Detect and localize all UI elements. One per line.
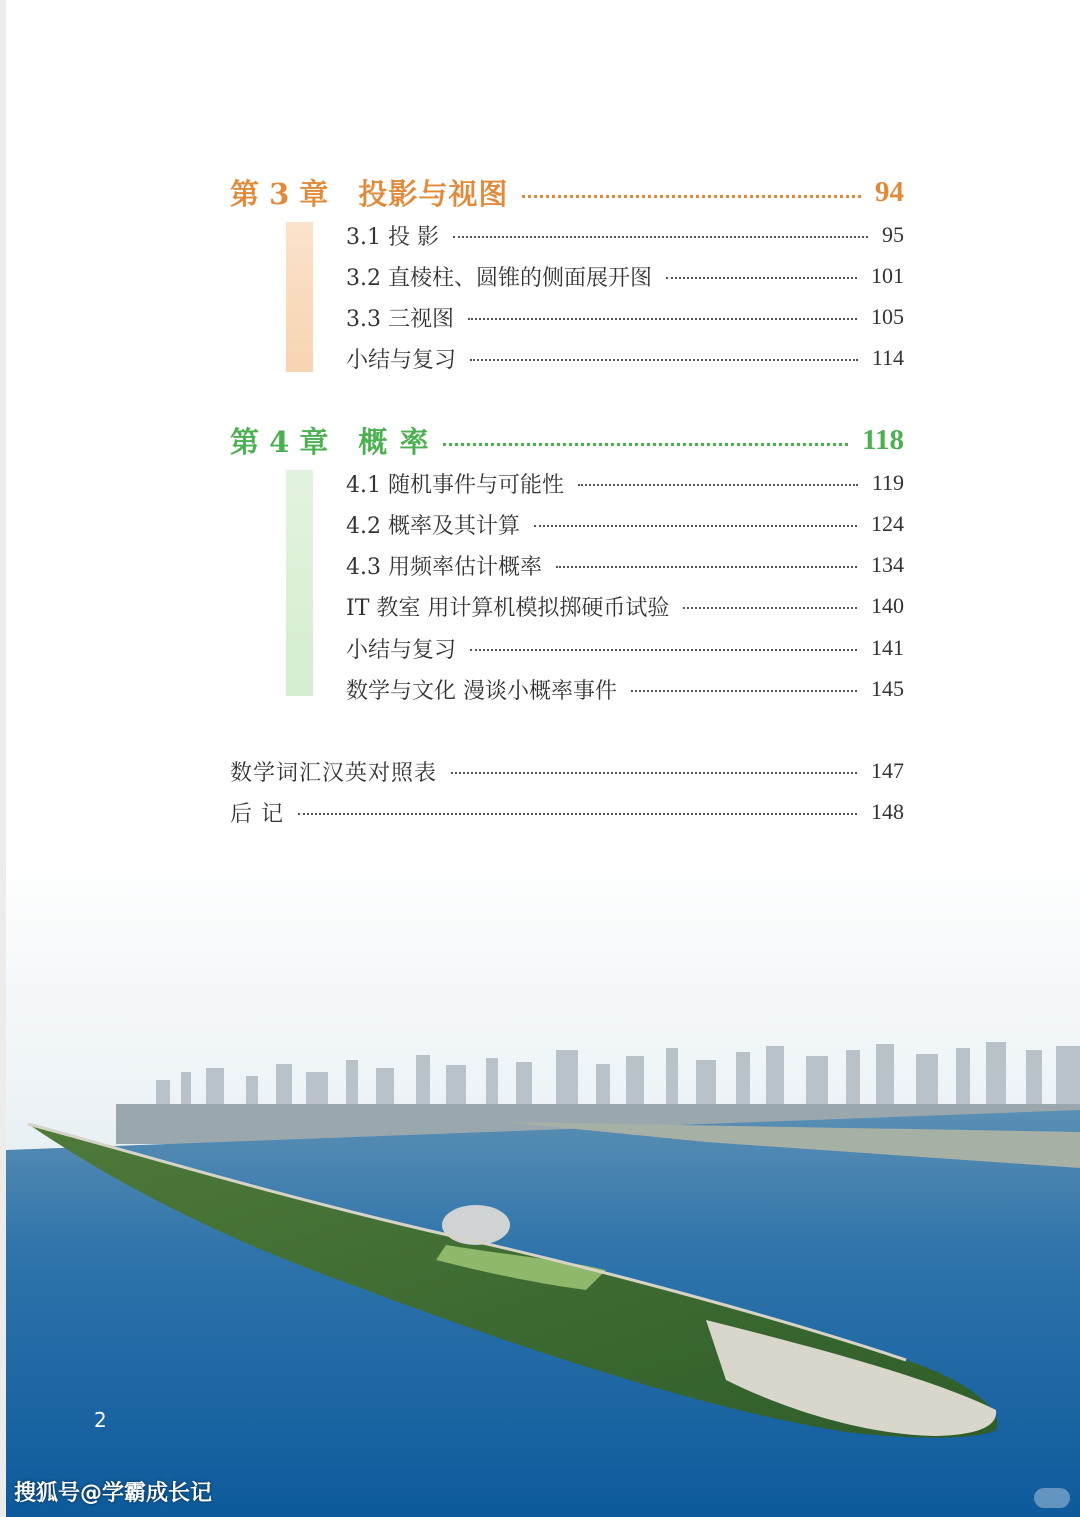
toc-entry[interactable] <box>346 218 904 252</box>
dot-leader <box>556 566 857 568</box>
entry-label: 3.3 三视图 <box>346 306 454 332</box>
chapter-3-heading[interactable] <box>230 170 904 214</box>
entry-label: 数学与文化 漫谈小概率事件 <box>346 678 617 704</box>
chapter-number: 第 4 章 <box>230 424 329 459</box>
toc-entry[interactable] <box>346 259 904 293</box>
page-number: 2 <box>94 1408 107 1432</box>
entry-page: 119 <box>871 470 904 495</box>
chapter-page: 118 <box>862 423 904 456</box>
dot-leader <box>468 318 857 320</box>
toc-entry[interactable] <box>346 631 904 665</box>
island-aerial-photo <box>6 850 1080 1517</box>
entry-label: 3.1 投 影 <box>346 224 439 250</box>
dot-leader <box>443 443 848 446</box>
entry-page: 140 <box>871 593 904 618</box>
toc-entry[interactable] <box>346 341 904 375</box>
dot-leader <box>534 525 857 527</box>
entry-page: 95 <box>882 222 904 247</box>
dot-leader <box>631 690 857 692</box>
entry-page: 145 <box>871 676 904 701</box>
dot-leader <box>666 277 857 279</box>
dot-leader <box>470 649 857 651</box>
entry-page: 141 <box>871 635 904 660</box>
entry-page: 124 <box>871 511 904 536</box>
entry-page: 148 <box>871 799 904 824</box>
chapter-4-heading[interactable] <box>230 418 904 462</box>
chapter-4-accent-bar <box>286 470 313 696</box>
dot-leader <box>578 484 858 486</box>
entry-page: 114 <box>871 345 904 370</box>
chapter-number: 第 3 章 <box>230 176 329 211</box>
toc-entry[interactable] <box>346 466 904 500</box>
entry-label: 数学词汇汉英对照表 <box>230 760 438 786</box>
entry-label: 小结与复习 <box>346 637 457 663</box>
toc-entry[interactable] <box>346 589 904 623</box>
dot-leader <box>522 195 861 198</box>
dot-leader <box>683 607 857 609</box>
entry-page: 134 <box>871 552 904 577</box>
toc-entry[interactable] <box>346 548 904 582</box>
dot-leader <box>470 359 858 361</box>
dot-leader <box>453 236 868 238</box>
chapter-title: 投影与视图 <box>358 176 509 211</box>
chapter-title: 概 率 <box>358 424 430 459</box>
toc-entry[interactable] <box>346 672 904 706</box>
entry-page: 105 <box>871 304 904 329</box>
chapter-page: 94 <box>875 175 904 208</box>
corner-logo-icon <box>1034 1488 1070 1508</box>
dot-leader <box>451 772 857 774</box>
entry-page: 147 <box>871 758 904 783</box>
toc-appendix-entry[interactable] <box>230 795 904 829</box>
entry-label: 4.2 概率及其计算 <box>346 513 520 539</box>
watermark: 搜狐号@学霸成长记 <box>14 1481 213 1506</box>
toc-entry[interactable] <box>346 507 904 541</box>
entry-label: 4.3 用频率估计概率 <box>346 554 542 580</box>
entry-label: 后 记 <box>230 801 284 827</box>
chapter-3-accent-bar <box>286 222 313 372</box>
entry-page: 101 <box>871 263 904 288</box>
toc-entry[interactable] <box>346 300 904 334</box>
toc-appendix-entry[interactable] <box>230 754 904 788</box>
entry-label: 3.2 直棱柱、圆锥的侧面展开图 <box>346 265 652 291</box>
entry-label: IT 教室 用计算机模拟掷硬币试验 <box>346 595 670 621</box>
dot-leader <box>298 813 857 815</box>
entry-label: 4.1 随机事件与可能性 <box>346 472 564 498</box>
entry-label: 小结与复习 <box>346 347 457 373</box>
